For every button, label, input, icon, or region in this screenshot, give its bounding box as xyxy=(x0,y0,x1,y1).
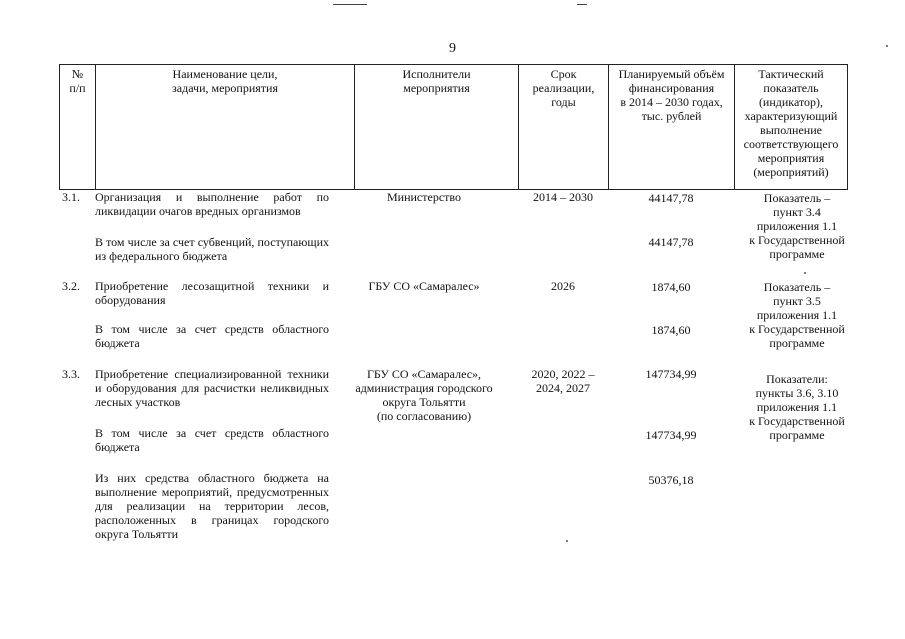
table-header xyxy=(59,64,848,190)
row-name: Приобретение лесозащитной техники и оборудования xyxy=(95,279,329,307)
header-term: Срок реализации, годы xyxy=(519,65,609,190)
header-indicator: Тактический показатель (индикатор), характеризующий выполнение соответствующего мероприятия (мероприятий) xyxy=(735,65,848,190)
row-executor: ГБУ СО «Самаралес», администрация городского округа Тольятти (по согласованию) xyxy=(355,367,493,423)
row-term: 2026 xyxy=(551,279,575,293)
row-indicator xyxy=(738,372,856,442)
row-indicator xyxy=(738,191,856,261)
row-subitem-amount: 44147,78 xyxy=(648,235,694,249)
row-indicator xyxy=(738,280,856,350)
row-name: Организация и выполнение работ по ликвидации очагов вредных организмов xyxy=(95,190,329,218)
scan-speck xyxy=(804,272,806,274)
row-term: 2014 – 2030 xyxy=(533,190,593,204)
row-amount: 44147,78 xyxy=(648,191,694,205)
row-subitem-amount: 50376,18 xyxy=(648,473,694,487)
header-amount: Планируемый объём финансирования в 2014 – 2030 годах, тыс. рублей xyxy=(609,65,735,190)
row-number: 3.1. xyxy=(62,190,80,204)
row-subitem-amount: 147734,99 xyxy=(645,428,697,442)
row-term: 2020, 2022 – 2024, 2027 xyxy=(531,367,595,395)
row-name: Приобретение специализированной техники и оборудования для расчистки неликвидных лесных участков xyxy=(95,367,329,409)
row-subitem-amount: 1874,60 xyxy=(651,323,691,337)
row-number: 3.2. xyxy=(62,279,80,293)
row-amount: 147734,99 xyxy=(645,367,697,381)
row-subitem-name: В том числе за счет средств областного бюджета xyxy=(95,426,329,454)
scan-speck xyxy=(566,540,568,542)
row-number: 3.3. xyxy=(62,367,80,381)
indicator-title: Показатель – xyxy=(763,191,831,205)
row-executor: Министерство xyxy=(387,190,461,204)
row-subitem-name: Из них средства областного бюджета на выполнение мероприятий, предусмотренных для реализации на территории лесов, расположенных в границах городского округа Тольятти xyxy=(95,471,329,541)
header-num: № п/п xyxy=(60,65,96,190)
indicator-title: Показатель – xyxy=(763,280,831,294)
row-amount: 1874,60 xyxy=(651,280,691,294)
indicator-detail: пункт 3.4 приложения 1.1 к Государственной программе xyxy=(749,205,845,261)
scan-artifact-line xyxy=(333,4,367,5)
indicator-detail: пункты 3.6, 3.10 приложения 1.1 к Государственной программе xyxy=(749,386,845,442)
indicator-detail: пункт 3.5 приложения 1.1 к Государственной программе xyxy=(749,294,845,350)
indicator-title: Показатели: xyxy=(766,372,828,386)
page-number: 9 xyxy=(449,41,456,56)
row-executor: ГБУ СО «Самаралес» xyxy=(368,279,480,293)
scan-artifact-line xyxy=(577,4,587,5)
row-subitem-name: В том числе за счет средств областного бюджета xyxy=(95,322,329,350)
row-subitem-name: В том числе за счет субвенций, поступающих из федерального бюджета xyxy=(95,235,329,263)
header-executors: Исполнители мероприятия xyxy=(355,65,519,190)
header-name: Наименование цели, задачи, мероприятия xyxy=(96,65,355,190)
